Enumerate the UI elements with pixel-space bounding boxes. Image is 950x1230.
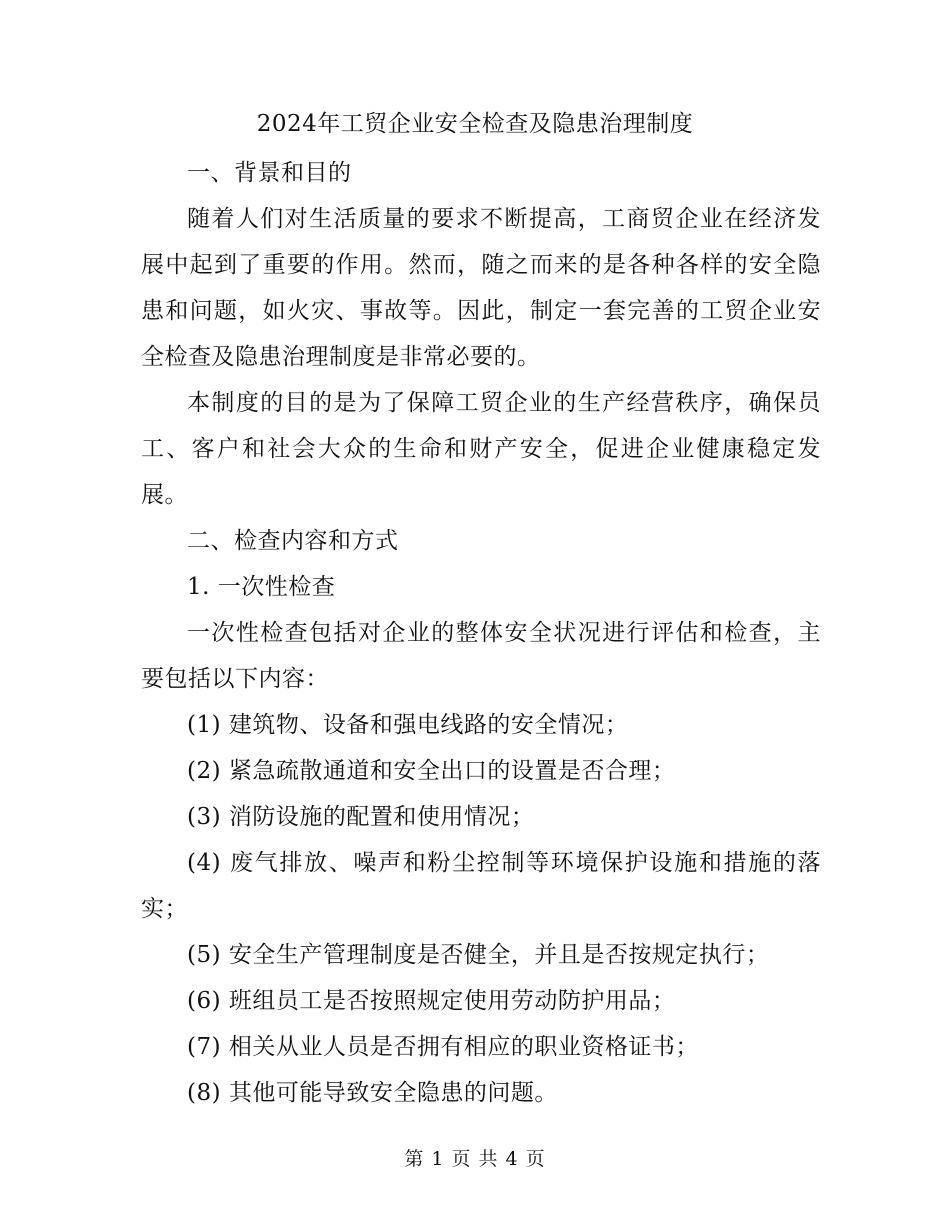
list-item: (3) 消防设施的配置和使用情况； [187, 804, 535, 830]
list-item: (5) 安全生产管理制度是否健全，并且是否按规定执行； [187, 942, 770, 968]
section-heading-inspection: 二、检查内容和方式 [187, 528, 399, 554]
list-item: (8) 其他可能导致安全隐患的问题。 [187, 1080, 558, 1106]
document-title: 2024年工贸企业安全检查及隐患治理制度 [256, 111, 694, 137]
list-item: (2) 紧急疏散通道和安全出口的设置是否合理； [187, 758, 676, 784]
list-item: (4) 废气排放、噪声和粉尘控制等环境保护设施和措施的落实； [141, 850, 821, 922]
paragraph-one-time-inspection: 一次性检查包括对企业的整体安全状况进行评估和检查，主要包括以下内容： [141, 620, 821, 692]
list-item: (6) 班组员工是否按照规定使用劳动防护用品； [187, 988, 676, 1014]
paragraph-purpose: 本制度的目的是为了保障工贸企业的生产经营秩序，确保员工、客户和社会大众的生命和财产安全，促进企业健康稳定发展。 [141, 390, 821, 508]
section-heading-background: 一、背景和目的 [187, 160, 352, 186]
paragraph-background: 随着人们对生活质量的要求不断提高，工商贸企业在经济发展中起到了重要的作用。然而，随之而来的是各种各样的安全隐患和问题，如火灾、事故等。因此，制定一套完善的工贸企业安全检查及隐患治理制度是非常必要的。 [141, 206, 821, 370]
list-item: (7) 相关从业人员是否拥有相应的职业资格证书； [187, 1034, 699, 1060]
document-body [141, 150, 821, 1116]
subsection-heading-one-time-inspection: 1. 一次性检查 [187, 574, 336, 600]
list-item: (1) 建筑物、设备和强电线路的安全情况； [187, 712, 629, 738]
page-number-footer: 第 1 页 共 4 页 [404, 1148, 546, 1170]
